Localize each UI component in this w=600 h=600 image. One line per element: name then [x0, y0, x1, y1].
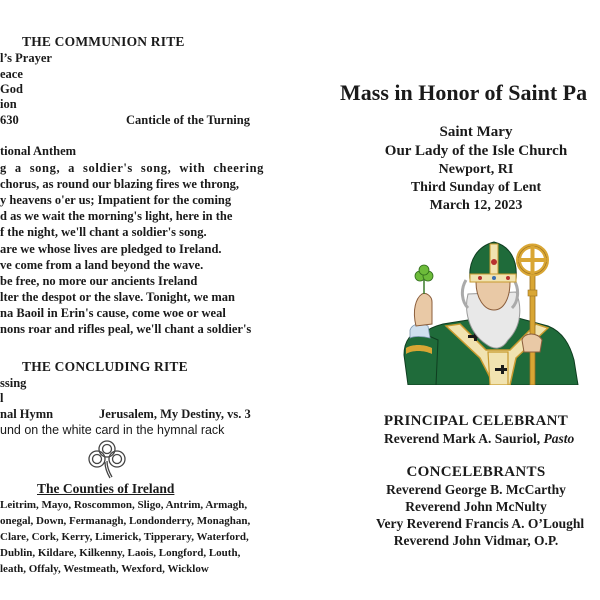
county-line: onegal, Down, Fermanagh, Londonderry, Monaghan, — [0, 515, 251, 527]
concelebrant-name: Very Reverend Francis A. O’Loughl — [376, 516, 585, 531]
anthem-line: nons roar and rifles peal, we'll chant a soldier's — [0, 322, 252, 336]
concelebrant-name: Reverend John McNulty — [405, 499, 547, 514]
county-line: Clare, Cork, Kerry, Limerick, Tipperary, Waterford, — [0, 531, 249, 543]
communion-item: God — [0, 82, 23, 96]
communion-item: eace — [0, 67, 23, 81]
anthem-line: lter the despot or the slave. Tonight, we man — [0, 290, 235, 304]
anthem-line: y heavens o'er us; Impatient for the coming — [0, 193, 232, 207]
church-location: Newport, RI — [438, 162, 514, 177]
anthem-line: g a song, a soldier's song, with cheering — [0, 161, 264, 175]
anthem-line: d as we wait the morning's light, here in the — [0, 209, 233, 223]
anthem-line: be free, no more our ancients Ireland — [0, 274, 198, 288]
communion-hymn-title: Canticle of the Turning — [126, 113, 250, 127]
celtic-shamrock-icon — [86, 437, 128, 479]
county-line: Leitrim, Mayo, Roscommon, Sligo, Antrim, Armagh, — [0, 499, 248, 511]
church-line-1: Saint Mary — [439, 124, 513, 140]
saint-patrick-illustration — [398, 240, 582, 385]
county-line: Dublin, Kildare, Kilkenny, Laois, Longford, Louth, — [0, 547, 241, 559]
anthem-line: na Baoil in Erin's cause, come woe or weal — [0, 306, 226, 320]
counties-title: The Counties of Ireland — [37, 481, 175, 496]
right-page — [300, 0, 600, 600]
concluding-item: l — [0, 391, 4, 405]
anthem-line: are we whose lives are pledged to Ireland. — [0, 242, 222, 256]
communion-item: 630 — [0, 113, 19, 127]
concluding-item: nal Hymn — [0, 407, 54, 421]
recessional-hymn-title: Jerusalem, My Destiny, vs. 3 — [99, 407, 251, 421]
communion-rite-heading: THE COMMUNION RITE — [22, 34, 185, 49]
hymnal-note: und on the white card in the hymnal rack — [0, 423, 225, 437]
principal-celebrant-role: Pasto — [543, 431, 575, 446]
anthem-line: ve come from a land beyond the wave. — [0, 258, 204, 272]
service-date: March 12, 2023 — [429, 198, 523, 213]
communion-item: l’s Prayer — [0, 51, 52, 65]
church-line-2: Our Lady of the Isle Church — [384, 143, 568, 159]
principal-celebrant-name: Reverend Mark A. Sauriol, — [384, 431, 544, 446]
concelebrant-name: Reverend John Vidmar, O.P. — [393, 533, 559, 548]
mass-title: Mass in Honor of Saint Pa — [340, 80, 588, 105]
principal-celebrant-heading: PRINCIPAL CELEBRANT — [383, 413, 569, 429]
county-line: leath, Offaly, Westmeath, Wexford, Wicklow — [0, 563, 209, 575]
occasion: Third Sunday of Lent — [410, 180, 542, 195]
concelebrants-heading: CONCELEBRANTS — [406, 464, 546, 480]
anthem-line: chorus, as round our blazing fires we throng, — [0, 177, 240, 191]
concluding-rite-heading: THE CONCLUDING RITE — [22, 359, 188, 374]
anthem-title: tional Anthem — [0, 144, 77, 158]
concelebrant-name: Reverend George B. McCarthy — [386, 482, 566, 497]
principal-celebrant — [384, 431, 574, 447]
communion-item: ion — [0, 97, 17, 111]
concluding-item: ssing — [0, 376, 27, 390]
anthem-line: f the night, we'll chant a soldier's song. — [0, 225, 207, 239]
